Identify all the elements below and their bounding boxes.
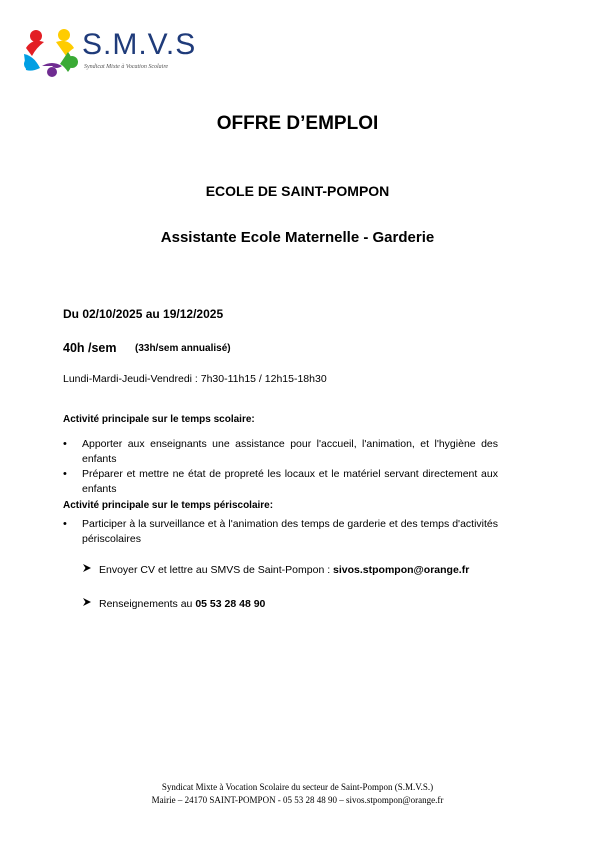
bullet-icon: • bbox=[63, 438, 67, 450]
list-item-text: Apporter aux enseignants une assistance pour l'accueil, l'animation, et l'hygiène des enfants bbox=[82, 438, 498, 465]
contact-phone[interactable]: 05 53 28 48 90 bbox=[195, 598, 266, 610]
footer-line-2: Mairie – 24170 SAINT-POMPON - 05 53 28 48 90 – sivos.stpompon@orange.fr bbox=[151, 795, 444, 805]
school-time-heading: Activité principale sur le temps scolaire: bbox=[63, 414, 255, 425]
info-instruction bbox=[82, 597, 265, 610]
page-title: OFFRE D’EMPLOI bbox=[216, 113, 379, 134]
weekly-hours: 40h /sem bbox=[63, 341, 117, 355]
list-item bbox=[63, 467, 498, 497]
arrow-bullet-icon bbox=[82, 563, 92, 573]
weekly-hours-note: (33h/sem annualisé) bbox=[135, 343, 231, 354]
list-item bbox=[63, 517, 498, 547]
list-item-text: Participer à la surveillance et à l'animation des temps de garderie et des temps d'activités périscolaires bbox=[82, 518, 498, 545]
logo-people-icon bbox=[22, 26, 80, 78]
school-name: ECOLE DE SAINT-POMPON bbox=[205, 183, 390, 199]
logo-subtitle: Syndicat Mixte à Vocation Scolaire bbox=[84, 64, 169, 70]
periscolaire-heading: Activité principale sur le temps périscolaire: bbox=[63, 500, 274, 511]
info-instruction-label: Renseignements au bbox=[99, 598, 196, 610]
footer-line-1: Syndicat Mixte à Vocation Scolaire du secteur de Saint-Pompon (S.M.V.S.) bbox=[161, 782, 434, 792]
bullet-icon: • bbox=[63, 518, 67, 530]
list-item bbox=[63, 437, 498, 467]
bullet-icon: • bbox=[63, 468, 67, 480]
logo-text: S.M.V.S bbox=[82, 28, 197, 61]
cv-instruction-label: Envoyer CV et lettre au SMVS de Saint-Pompon : bbox=[99, 564, 334, 576]
cv-instruction bbox=[82, 563, 469, 576]
list-item-text: Préparer et mettre ne état de propreté les locaux et le matériel servant directement aux enfants bbox=[82, 468, 498, 495]
contract-dates: Du 02/10/2025 au 19/12/2025 bbox=[63, 307, 224, 321]
logo bbox=[22, 26, 197, 78]
job-position: Assistante Ecole Maternelle - Garderie bbox=[160, 229, 435, 246]
work-schedule: Lundi-Mardi-Jeudi-Vendredi : 7h30-11h15 / 12h15-18h30 bbox=[63, 373, 327, 385]
arrow-bullet-icon bbox=[82, 597, 92, 607]
contact-email[interactable]: sivos.stpompon@orange.fr bbox=[333, 564, 470, 576]
